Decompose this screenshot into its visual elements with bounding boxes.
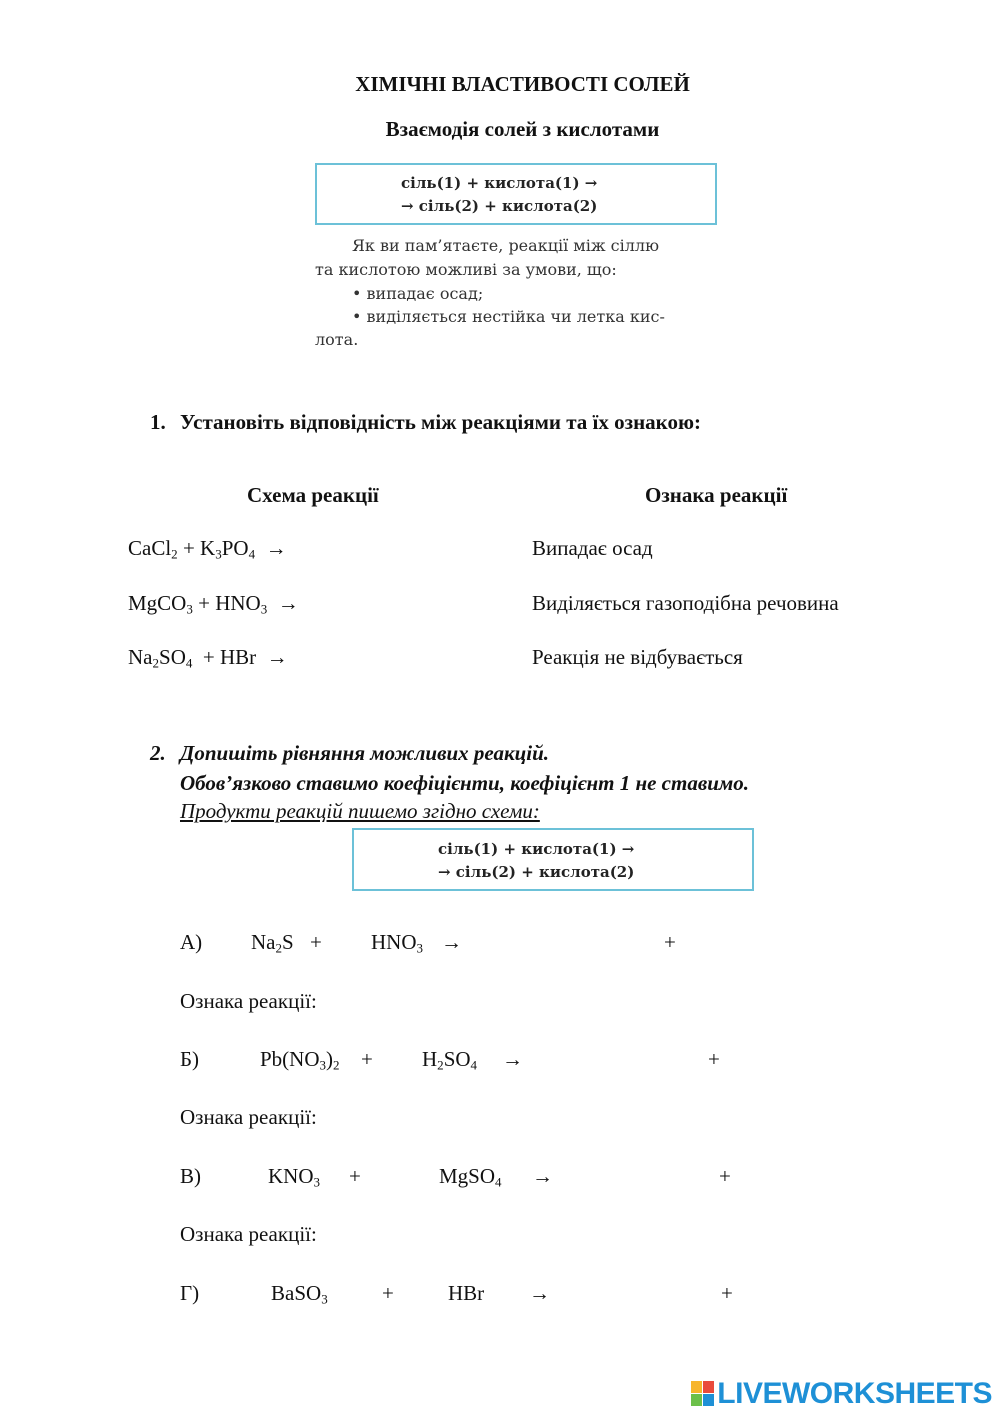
arrow-text: →: [267, 591, 299, 615]
equation-b-plus: +: [361, 1047, 373, 1071]
equation-b-sign-label: Ознака реакції:: [180, 1105, 317, 1129]
textbook-line-1: Як ви пам’ятаєте, реакції між сіллю: [352, 236, 659, 255]
equation-a-arrow: →: [441, 930, 462, 954]
equation-a-product-plus: +: [664, 930, 676, 954]
textbook-line-5: лота.: [315, 330, 359, 349]
formula-subscript: 3: [313, 1174, 321, 1190]
equation-d-product-plus: +: [721, 1281, 733, 1305]
equation-d-reactant-1: [271, 1281, 328, 1306]
equation-c-letter: В): [180, 1164, 201, 1188]
task1-question: Установіть відповідність між реакціями та їх ознакою:: [180, 410, 702, 434]
scheme-line-1: сіль(1) + кислота(1) →: [438, 840, 635, 858]
formula-subscript: 3: [215, 546, 222, 562]
task2-line-3: Продукти реакцій пишемо згідно схеми:: [180, 799, 540, 823]
column-header-sign: Ознака реакції: [645, 483, 788, 507]
page-subtitle: Взаємодія солей з кислотами: [385, 117, 660, 141]
formula-subscript: 4: [495, 1174, 502, 1190]
logo-text: LIVEWORKSHEETS: [717, 1377, 992, 1410]
task2-line-2: Обов’язково ставимо коефіцієнти, коефіцієнт 1 не ставимо.: [180, 771, 750, 795]
formula-text: HNO: [371, 930, 417, 954]
sign-option-1[interactable]: Випадає осад: [532, 536, 653, 560]
equation-a-reactant-2: [371, 930, 423, 955]
reaction-scheme-box-2: [352, 828, 754, 891]
formula-text: + K: [177, 536, 216, 560]
reaction-row-2[interactable]: [128, 591, 299, 616]
formula-subscript: 3: [416, 940, 424, 956]
formula-text: Pb(NO: [260, 1047, 320, 1071]
task2-number: 2.: [150, 741, 166, 765]
scheme-line-1: сіль(1) + кислота(1) →: [401, 174, 598, 192]
equation-c-sign-label: Ознака реакції:: [180, 1222, 317, 1246]
formula-text: CaCl: [128, 536, 172, 560]
formula-subscript: 2: [333, 1057, 340, 1073]
reaction-row-3[interactable]: [128, 645, 288, 670]
formula-subscript: 3: [321, 1291, 328, 1307]
equation-c-product-plus: +: [719, 1164, 731, 1188]
formula-subscript: 2: [275, 940, 283, 956]
formula-subscript: 2: [171, 546, 178, 562]
equation-c-reactant-1: [268, 1164, 320, 1189]
reaction-row-1[interactable]: [128, 536, 287, 561]
formula-text: ): [326, 1047, 334, 1071]
equation-c-plus: +: [349, 1164, 361, 1188]
formula-text: SO: [443, 1047, 471, 1071]
liveworksheets-logo-icon: [691, 1381, 715, 1407]
task2-line-1: Допишіть рівняння можливих реакцій.: [180, 741, 550, 765]
formula-subscript: 2: [437, 1057, 444, 1073]
page-title: ХІМІЧНІ ВЛАСТИВОСТІ СОЛЕЙ: [355, 72, 690, 96]
equation-b-letter: Б): [180, 1047, 200, 1071]
equation-b-reactant-2: [422, 1047, 477, 1072]
equation-b-reactant-1: [260, 1047, 340, 1072]
formula-text: S: [282, 930, 294, 954]
sign-option-3[interactable]: Реакція не відбувається: [532, 645, 743, 669]
formula-text: H: [422, 1047, 438, 1071]
equation-a-sign-label: Ознака реакції:: [180, 989, 317, 1013]
formula-text: KNO: [268, 1164, 314, 1188]
formula-text: Na: [251, 930, 276, 954]
formula-text: + HNO: [192, 591, 261, 615]
equation-c-reactant-2: [439, 1164, 502, 1189]
scheme-line-2: → сіль(2) + кислота(2): [438, 863, 635, 881]
formula-subscript: 4: [185, 655, 193, 671]
textbook-line-2: та кислотою можливі за умови, що:: [315, 260, 617, 279]
formula-subscript: 3: [260, 601, 268, 617]
equation-b-product-plus: +: [708, 1047, 720, 1071]
scheme-line-2: → сіль(2) + кислота(2): [401, 197, 598, 215]
equation-d-letter: Г): [180, 1281, 200, 1305]
textbook-bullet-2: • виділяється нестійка чи летка кис-: [352, 307, 665, 326]
formula-text: Na: [128, 645, 153, 669]
formula-subscript: 3: [319, 1057, 327, 1073]
formula-subscript: 4: [470, 1057, 478, 1073]
textbook-bullet-1: • випадає осад;: [352, 284, 484, 303]
equation-d-reactant-2: HBr: [448, 1281, 485, 1305]
task1-number: 1.: [150, 410, 166, 434]
equation-a-plus: +: [310, 930, 322, 954]
equation-b-arrow: →: [502, 1047, 523, 1071]
formula-subscript: 2: [152, 655, 160, 671]
formula-text: BaSO: [271, 1281, 322, 1305]
equation-c-arrow: →: [532, 1164, 553, 1188]
sign-option-2[interactable]: Виділяється газоподібна речовина: [532, 591, 839, 615]
equation-a-letter: А): [180, 930, 203, 954]
equation-d-plus: +: [382, 1281, 394, 1305]
reaction-scheme-box: [315, 163, 717, 225]
liveworksheets-logo: [691, 1378, 992, 1410]
formula-subscript: 4: [248, 546, 256, 562]
formula-text: MgCO: [128, 591, 187, 615]
equation-d-arrow: →: [529, 1281, 550, 1305]
formula-subscript: 3: [186, 601, 193, 617]
equation-a-reactant-1: [251, 930, 294, 955]
formula-text: + HBr →: [192, 645, 288, 669]
formula-text: MgSO: [439, 1164, 496, 1188]
arrow-text: →: [255, 536, 287, 560]
formula-text: SO: [159, 645, 186, 669]
column-header-scheme: Схема реакції: [247, 483, 379, 507]
formula-text: PO: [221, 536, 249, 560]
